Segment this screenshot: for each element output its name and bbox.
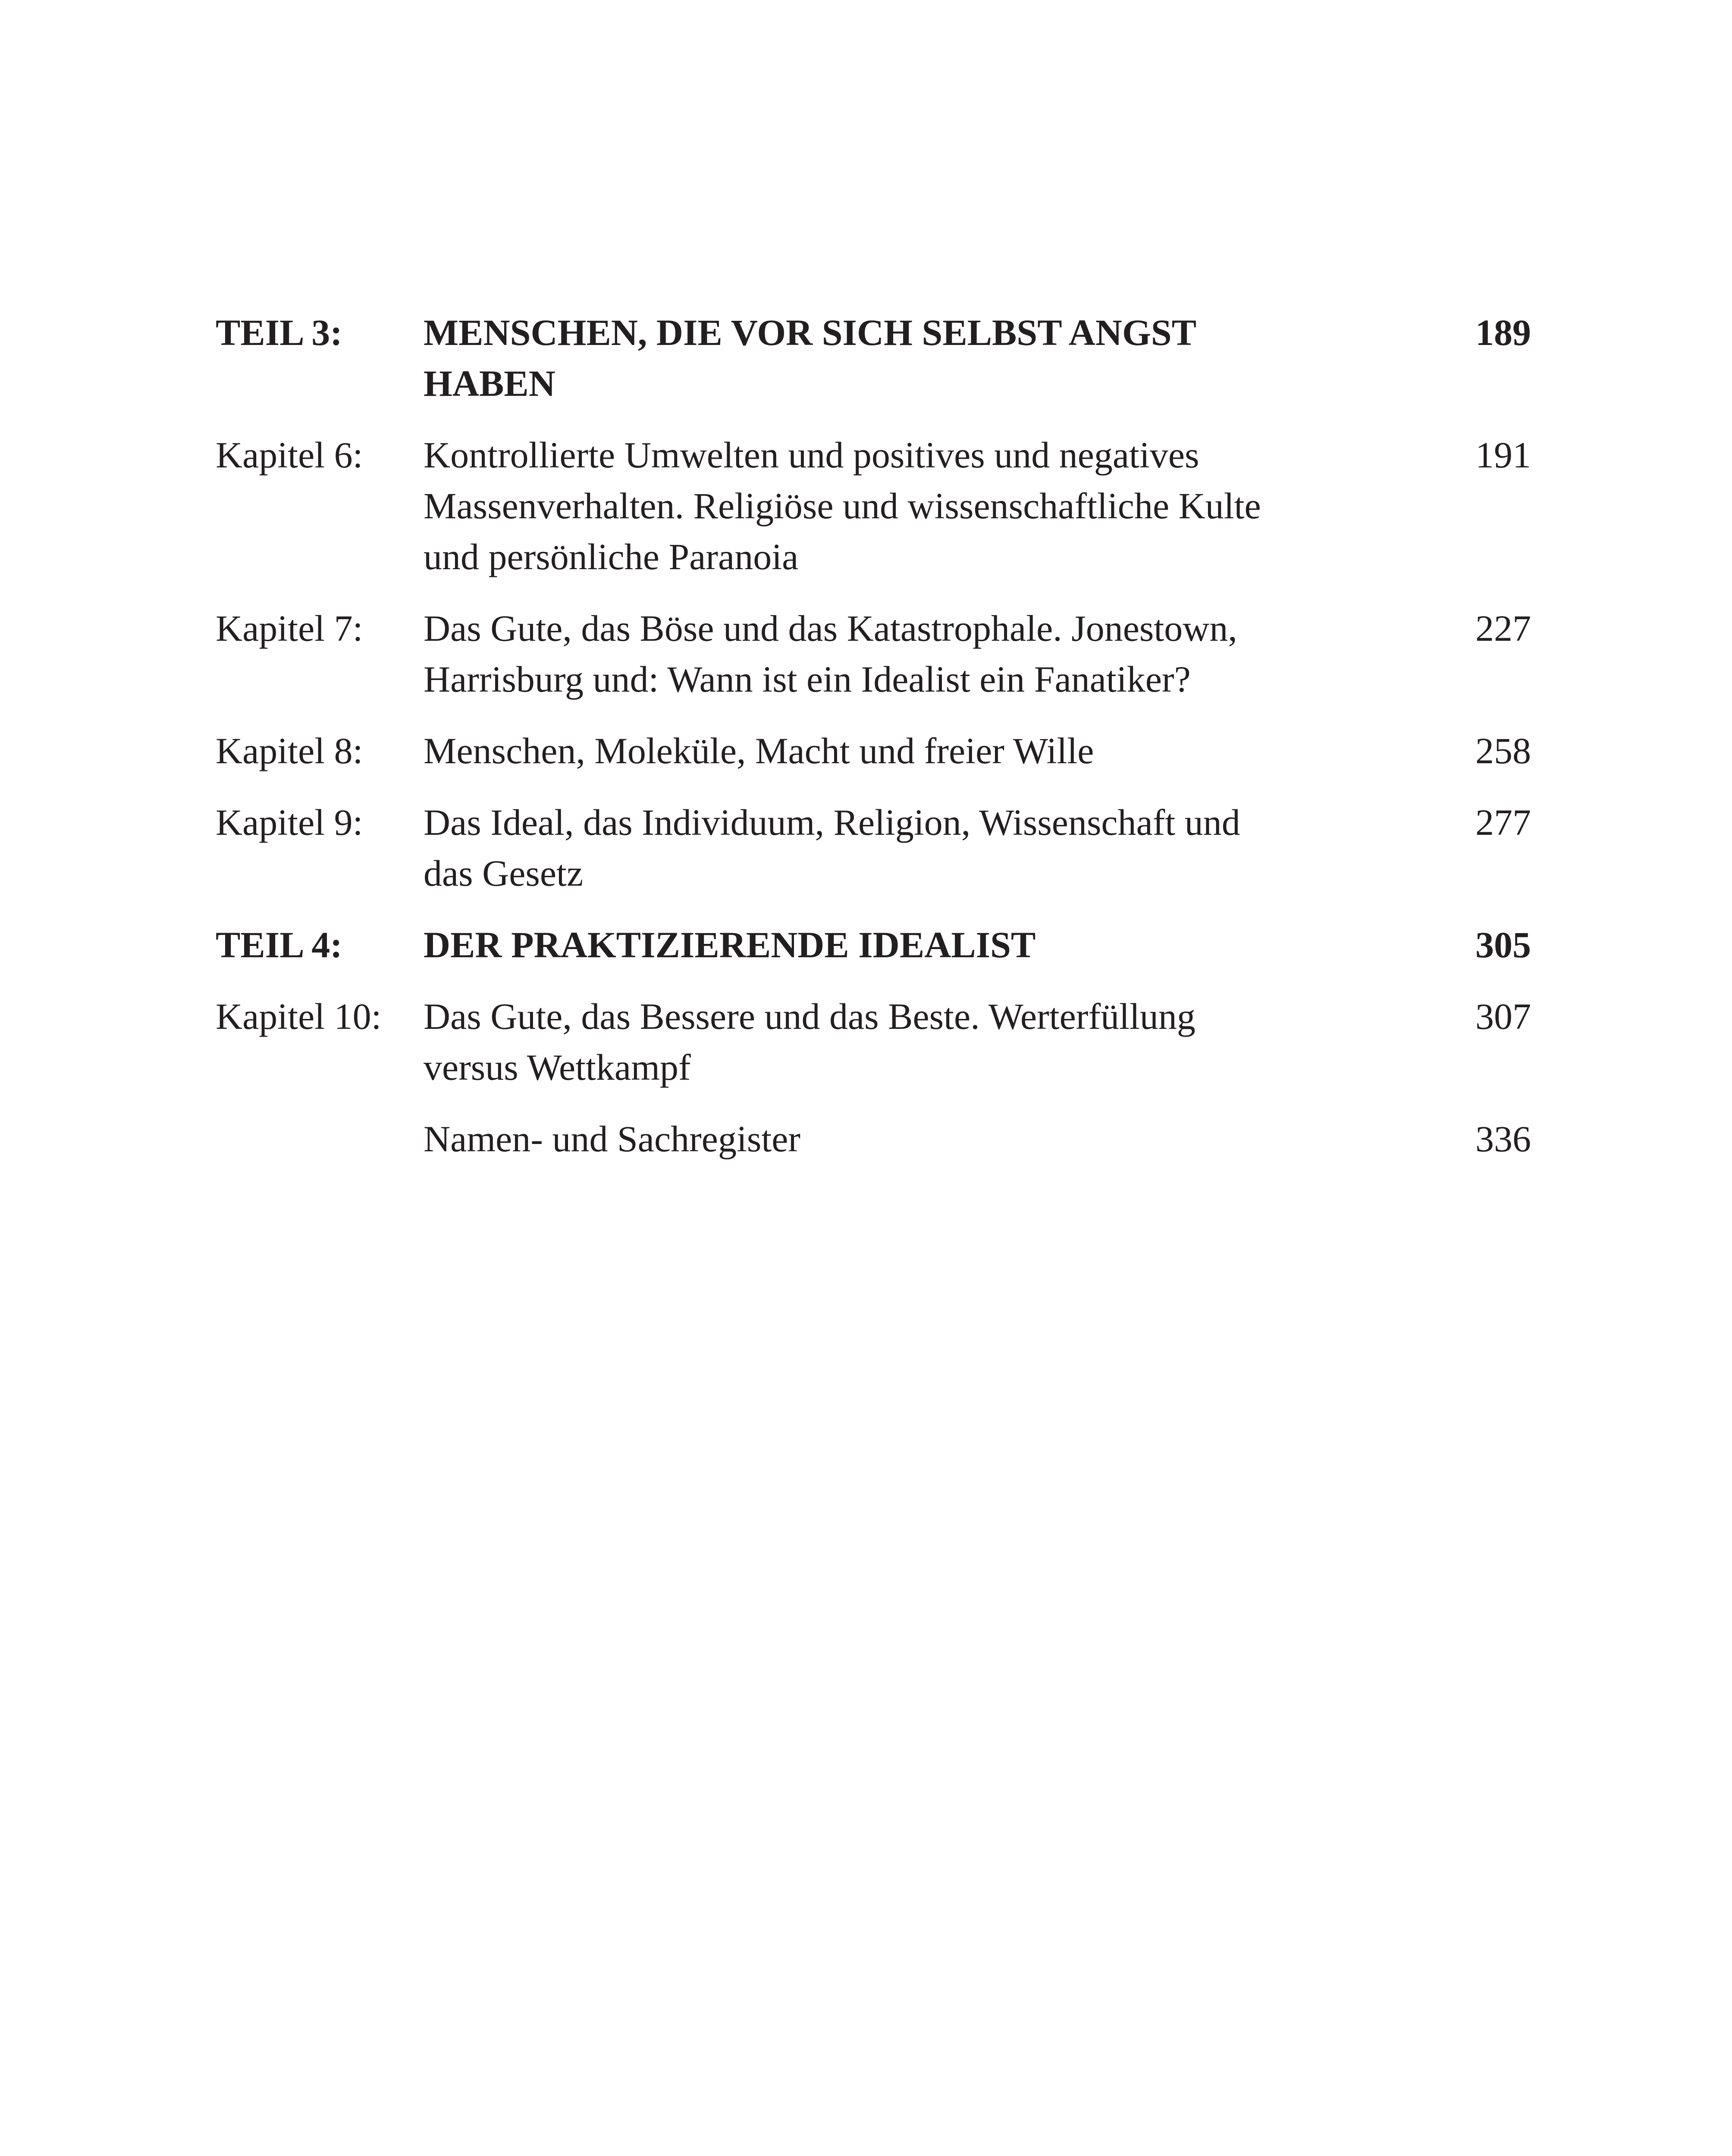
toc-title [424,429,1445,582]
toc-page-number: 307 [1475,996,1531,1037]
toc-entry-register [216,1113,1531,1164]
toc-title-line: DER PRAKTIZIERENDE IDEALIST [424,924,1036,965]
table-of-contents [216,307,1531,1185]
toc-title-line: Das Gute, das Böse und das Katastrophale. Jonestown, [424,608,1237,649]
toc-label: TEIL 3: [216,312,342,353]
toc-title-line: Namen- und Sachregister [424,1118,801,1159]
toc-page-number: 305 [1475,924,1531,965]
toc-title-line: und persönliche Paranoia [424,536,799,577]
toc-title-line: Menschen, Moleküle, Macht und freier Wille [424,730,1094,771]
toc-page-number: 227 [1475,608,1531,649]
toc-entry-kapitel-6 [216,429,1531,582]
toc-entry-teil-4 [216,919,1531,970]
toc-label: Kapitel 6: [216,434,363,476]
toc-entry-kapitel-10 [216,991,1531,1093]
toc-title [424,1113,1445,1164]
toc-label: Kapitel 10: [216,996,382,1037]
toc-label: Kapitel 7: [216,608,363,649]
toc-page-number: 191 [1475,434,1531,476]
toc-entry-kapitel-7 [216,603,1531,705]
toc-title [424,603,1445,705]
toc-page-number: 189 [1475,312,1531,353]
toc-title [424,797,1445,899]
toc-page-number: 336 [1475,1118,1531,1159]
toc-label: TEIL 4: [216,924,342,965]
toc-title-line: Das Gute, das Bessere und das Beste. Werterfüllung [424,996,1195,1037]
toc-entry-kapitel-8 [216,725,1531,776]
toc-entry-teil-3 [216,307,1531,409]
toc-title-line: MENSCHEN, DIE VOR SICH SELBST ANGST [424,312,1197,353]
toc-page-number: 258 [1475,730,1531,771]
toc-entry-kapitel-9 [216,797,1531,899]
toc-title [424,307,1445,409]
toc-title-line: Massenverhalten. Religiöse und wissenschaftliche Kulte [424,485,1261,526]
toc-title-line: HABEN [424,363,555,404]
toc-title-line: Das Ideal, das Individuum, Religion, Wissenschaft und [424,802,1240,843]
toc-title [424,919,1445,970]
toc-title-line: Harrisburg und: Wann ist ein Idealist ein Fanatiker? [424,658,1191,700]
toc-title-line: das Gesetz [424,852,584,894]
toc-title [424,991,1445,1093]
toc-title-line: Kontrollierte Umwelten und positives und negatives [424,434,1199,476]
toc-label: Kapitel 8: [216,730,363,771]
toc-label: Kapitel 9: [216,802,363,843]
toc-title [424,725,1445,776]
toc-title-line: versus Wettkampf [424,1047,691,1088]
toc-page-number: 277 [1475,802,1531,843]
